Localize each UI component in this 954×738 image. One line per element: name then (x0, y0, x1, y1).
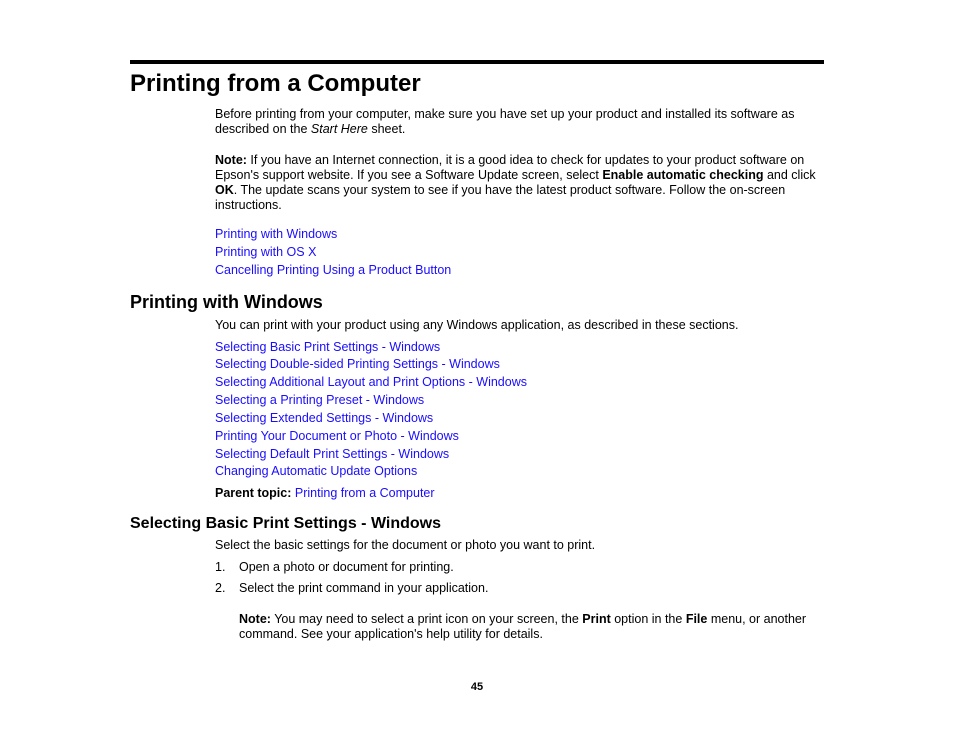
note-bold-print: Print (582, 612, 611, 626)
note-label: Note: (239, 612, 271, 626)
link-double-sided-settings[interactable]: Selecting Double-sided Printing Settings - Windows (215, 357, 500, 371)
note-text: If you have an Internet connection, it is a good idea to check for updates to your product software on Epson's support website. If you see a Software Update screen, select (215, 153, 805, 182)
page-title: Printing from a Computer (130, 70, 421, 97)
page-number: 45 (470, 681, 484, 693)
note-text: option in the (610, 612, 686, 626)
note-text: menu, or another command. See your application's help utility for details. (239, 612, 807, 641)
link-default-print-settings[interactable]: Selecting Default Print Settings - Windows (215, 447, 450, 461)
parent-topic (215, 486, 435, 501)
step-number: 2. (215, 581, 226, 595)
link-printing-document[interactable]: Printing Your Document or Photo - Windows (215, 429, 459, 443)
link-cancelling-printing[interactable]: Cancelling Printing Using a Product Button (215, 263, 452, 277)
intro-paragraph (215, 107, 825, 137)
step-note (239, 612, 819, 642)
step-text: Select the print command in your application. (239, 581, 489, 595)
note-text: and click (763, 168, 816, 182)
note-label: Note: (215, 153, 247, 167)
windows-intro: You can print with your product using any Windows application, as described in these sections. (215, 318, 739, 332)
intro-italic: Start Here (310, 122, 368, 136)
note-paragraph (215, 153, 825, 213)
link-printing-with-osx[interactable]: Printing with OS X (215, 245, 317, 259)
link-additional-layout[interactable]: Selecting Additional Layout and Print Options - Windows (215, 375, 527, 389)
section-heading-basic-settings: Selecting Basic Print Settings - Windows (130, 515, 442, 532)
note-text: You may need to select a print icon on your screen, the (270, 612, 583, 626)
note-bold-file: File (685, 612, 708, 626)
parent-topic-label: Parent topic: (215, 486, 292, 500)
intro-text-end: sheet. (367, 122, 406, 136)
link-basic-print-settings[interactable]: Selecting Basic Print Settings - Windows (215, 340, 441, 354)
basic-intro: Select the basic settings for the document or photo you want to print. (215, 538, 596, 552)
note-bold-enable: Enable automatic checking (602, 168, 764, 182)
parent-topic-link[interactable]: Printing from a Computer (294, 486, 435, 500)
header-rule (130, 60, 824, 64)
step-text: Open a photo or document for printing. (239, 560, 454, 574)
intro-text: Before printing from your computer, make sure you have set up your product and installed its software as described on the (215, 107, 795, 136)
link-printing-preset[interactable]: Selecting a Printing Preset - Windows (215, 393, 425, 407)
section-heading-windows: Printing with Windows (130, 292, 323, 312)
note-text: . The update scans your system to see if you have the latest product software. Follow the on-screen instructions. (215, 183, 786, 212)
link-printing-with-windows[interactable]: Printing with Windows (215, 227, 338, 241)
link-extended-settings[interactable]: Selecting Extended Settings - Windows (215, 411, 434, 425)
step-number: 1. (215, 560, 226, 574)
note-bold-ok: OK (215, 183, 234, 197)
link-automatic-update[interactable]: Changing Automatic Update Options (215, 464, 418, 478)
